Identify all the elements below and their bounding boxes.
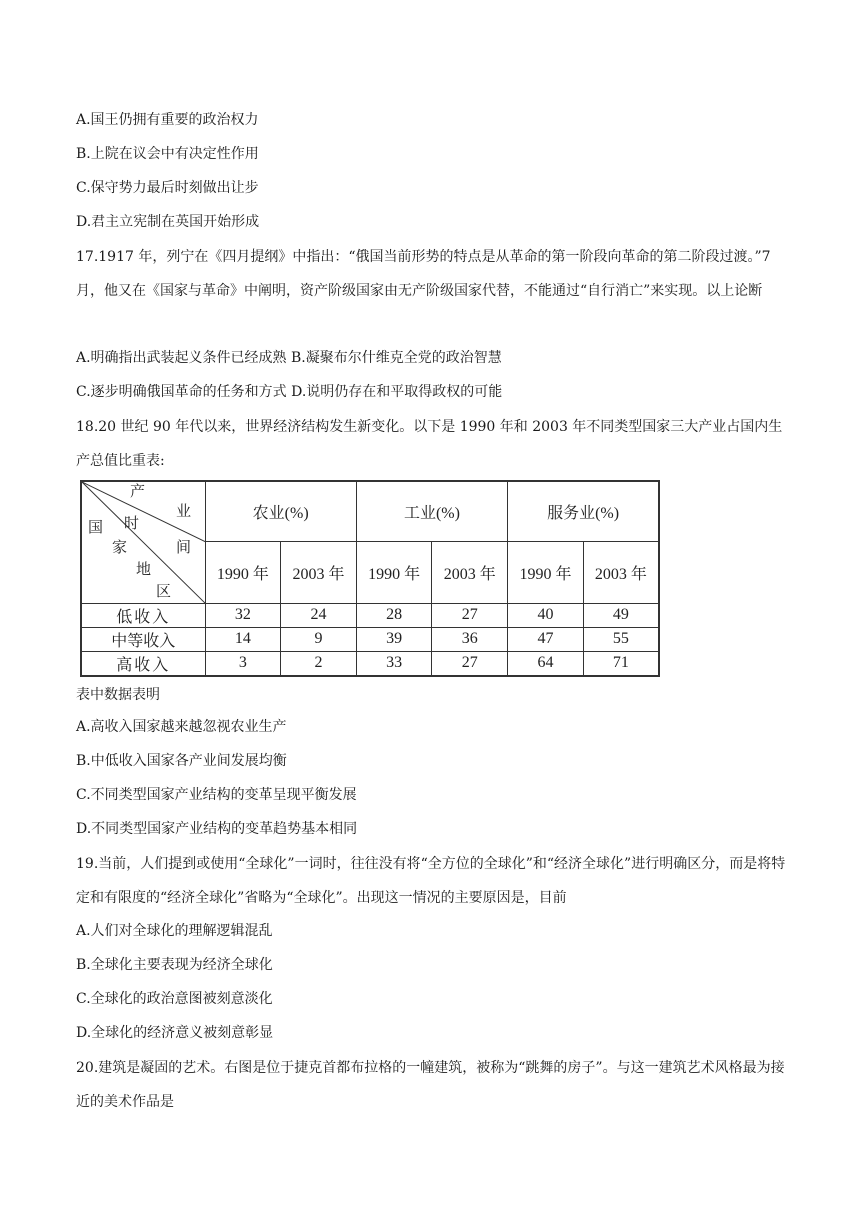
q17-options-ab: A.明确指出武装起义条件已经成熟 B.凝聚布尔什维克全党的政治智慧 [76, 350, 502, 366]
q19-option-d: D.全球化的经济意义被刻意彰显 [76, 1025, 274, 1041]
q18-after-table: 表中数据表明 [76, 687, 160, 703]
group-header-services: 服务业(%) [508, 481, 659, 541]
year-header: 2003 年 [281, 541, 357, 603]
industry-share-table [80, 480, 660, 677]
year-header: 2003 年 [583, 541, 659, 603]
q18-option-b: B.中低收入国家各产业间发展均衡 [76, 753, 287, 769]
q19-option-b: B.全球化主要表现为经济全球化 [76, 957, 273, 973]
table-cell: 55 [583, 627, 659, 651]
table-cell: 27 [432, 651, 508, 676]
group-header-agriculture: 农业(%) [205, 481, 356, 541]
corner-label-left-a: 国 [88, 520, 104, 536]
table-row-middle-income [81, 627, 659, 651]
q16-option-a: A.国王仍拥有重要的政治权力 [76, 112, 259, 128]
table-row-high-income [81, 651, 659, 676]
q19-stem: 19.当前，人们提到或使用“全球化”一词时，往往没有将“全方位的全球化”和“经济全球化”进行明确区分，而是将特定和有限度的“经济全球化”省略为“全球化”。出现这一情况的主要原因是，目前 [76, 856, 786, 906]
table-row-low-income [81, 603, 659, 627]
corner-label-left-b: 家 [112, 540, 128, 556]
table-cell: 3 [205, 651, 281, 676]
table-cell: 14 [205, 627, 281, 651]
q16-option-c: C.保守势力最后时刻做出让步 [76, 180, 259, 196]
table-cell: 36 [432, 627, 508, 651]
q16-option-b: B.上院在议会中有决定性作用 [76, 146, 259, 162]
table-cell: 64 [508, 651, 584, 676]
table-cell: 49 [583, 603, 659, 627]
table-cell: 28 [356, 603, 432, 627]
table-cell: 24 [281, 603, 357, 627]
group-header-industry: 工业(%) [356, 481, 507, 541]
q20-stem: 20.建筑是凝固的艺术。右图是位于捷克首都布拉格的一幢建筑，被称为“跳舞的房子”。与这一建筑艺术风格最为接近的美术作品是 [76, 1060, 785, 1110]
table-cell: 39 [356, 627, 432, 651]
corner-label-top-a: 产 [130, 484, 146, 500]
q18-option-d: D.不同类型国家产业结构的变革趋势基本相同 [76, 821, 358, 837]
row-label: 中等收入 [81, 627, 205, 651]
year-header: 1990 年 [205, 541, 281, 603]
corner-label-mid-a: 时 [124, 516, 140, 532]
q16-option-d: D.君主立宪制在英国开始形成 [76, 214, 260, 230]
table-cell: 33 [356, 651, 432, 676]
q18-stem: 18.20 世纪 90 年代以来，世界经济结构发生新变化。以下是 1990 年和 2003 年不同类型国家三大产业占国内生产总值比重表: [76, 419, 783, 469]
table-cell: 71 [583, 651, 659, 676]
corner-label-left-c: 地 [136, 562, 152, 578]
corner-label-left-d: 区 [156, 584, 172, 600]
q17-stem: 17.1917 年，列宁在《四月提纲》中指出：“俄国当前形势的特点是从革命的第一阶段向革命的第二阶段过渡。”7 月，他又在《国家与革命》中阐明，资产阶级国家由无产阶级国家代替，不能通过“自行消亡”来实现。以上论断 [76, 249, 771, 299]
table-cell: 47 [508, 627, 584, 651]
table-cell: 9 [281, 627, 357, 651]
table-cell: 32 [205, 603, 281, 627]
q19-option-c: C.全球化的政治意图被刻意淡化 [76, 991, 273, 1007]
row-label: 低收入 [81, 603, 205, 627]
table-corner-header [81, 481, 205, 603]
year-header: 2003 年 [432, 541, 508, 603]
q19-option-a: A.人们对全球化的理解逻辑混乱 [76, 923, 273, 939]
corner-label-mid-b: 间 [176, 540, 192, 556]
table-cell: 40 [508, 603, 584, 627]
year-header: 1990 年 [508, 541, 584, 603]
corner-label-top-b: 业 [176, 504, 192, 520]
table-cell: 2 [281, 651, 357, 676]
year-header: 1990 年 [356, 541, 432, 603]
q18-option-a: A.高收入国家越来越忽视农业生产 [76, 719, 287, 735]
q17-options-cd: C.逐步明确俄国革命的任务和方式 D.说明仍存在和平取得政权的可能 [76, 384, 503, 400]
row-label: 高收入 [81, 651, 205, 676]
table-cell: 27 [432, 603, 508, 627]
q18-option-c: C.不同类型国家产业结构的变革呈现平衡发展 [76, 787, 357, 803]
